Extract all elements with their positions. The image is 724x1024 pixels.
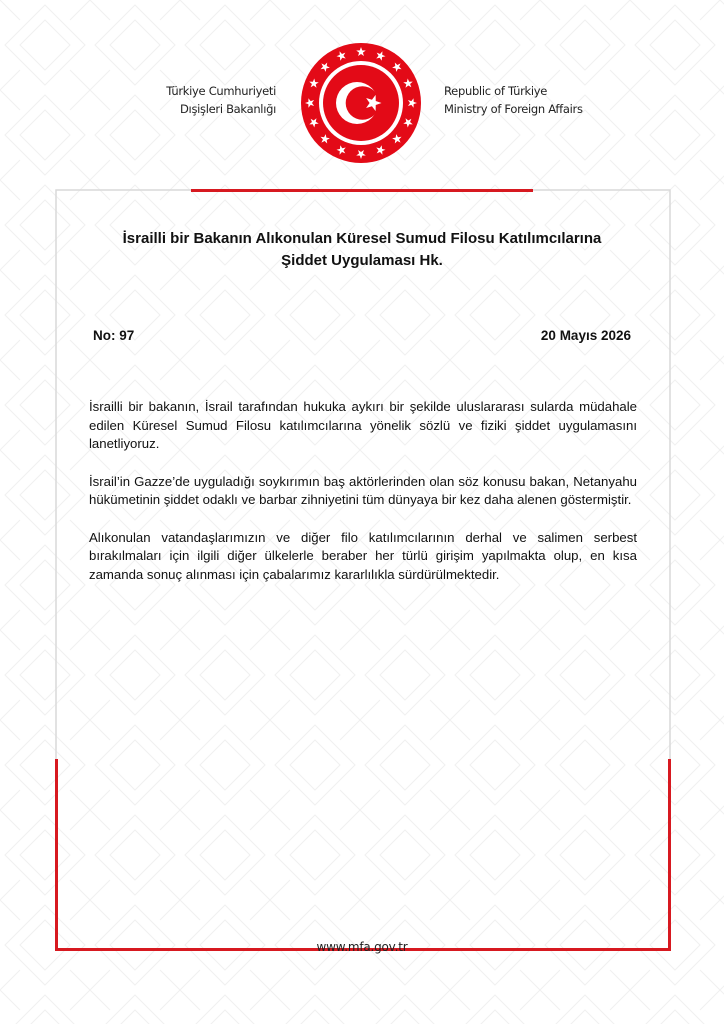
header-institution-en <box>444 82 614 118</box>
header-left-line2: Dışişleri Bakanlığı <box>180 102 276 116</box>
crescent-star-emblem-icon <box>300 42 422 164</box>
title-line-2: Şiddet Uygulaması Hk. <box>281 252 443 269</box>
document-title <box>60 228 664 272</box>
header-institution-tr <box>140 82 276 118</box>
paragraph-2: İsrail’in Gazze’de uyguladığı soykırımın baş aktörlerinden olan söz konusu bakan, Netanyahu hükümetinin şiddet odaklı ve barbar zihniyetini tüm dünyaya bir kez daha alenen göstermiştir. <box>89 473 637 507</box>
document-date: 20 Mayıs 2026 <box>540 328 631 343</box>
document-body <box>89 398 637 603</box>
footer-website: www.mfa.gov.tr <box>316 940 408 954</box>
paragraph-3: Alıkonulan vatandaşlarımızın ve diğer filo katılımcılarının derhal ve salimen serbest bırakılmaları için ilgili diğer ülkelerle beraber her türlü girişim yapılmakta olup, en kısa zamanda sonuç alınması için çabalarımız kararlılıkla sürdürülmektedir. <box>89 529 637 582</box>
header-right-line1: Republic of Türkiye <box>444 84 548 98</box>
paragraph-1: İsrailli bir bakanın, İsrail tarafından hukuka aykırı bir şekilde uluslararası sularda müdahale edilen Küresel Sumud Filosu katılımcılarına yönelik sözlü ve fiziki şiddet uygulamasını lanetliyoruz. <box>89 399 637 451</box>
title-line-1: İsrailli bir Bakanın Alıkonulan Küresel Sumud Filosu Katılımcılarına <box>122 230 602 247</box>
header-right-line2: Ministry of Foreign Affairs <box>444 102 583 116</box>
header-left-line1: Türkiye Cumhuriyeti <box>166 84 276 98</box>
document-number: No: 97 <box>93 328 135 343</box>
